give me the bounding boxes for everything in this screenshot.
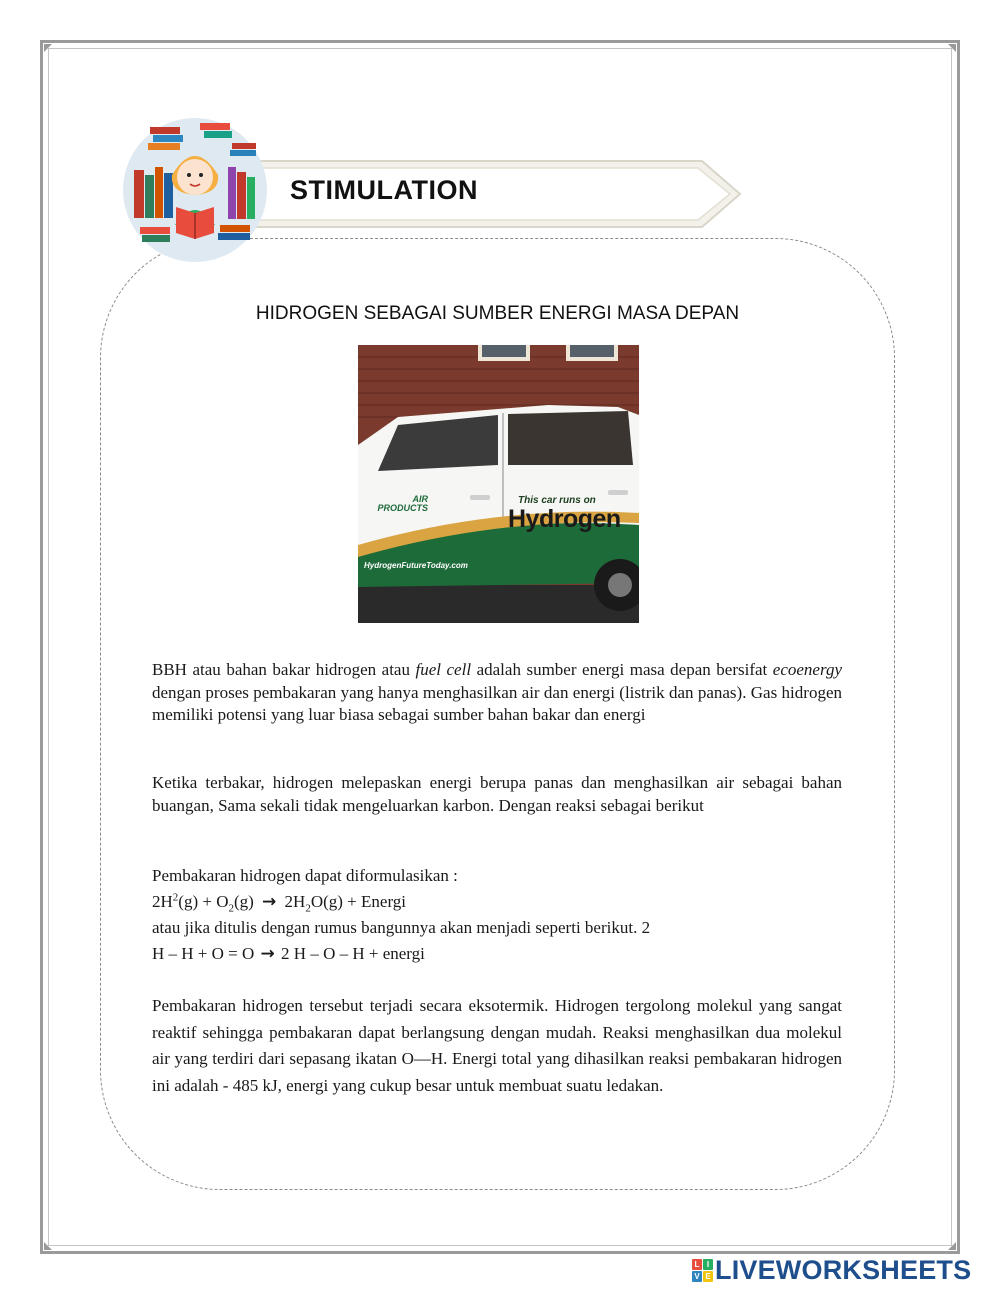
eq2-part: H – H + O = O (152, 944, 255, 963)
eq1-part: (g) + O (178, 892, 229, 911)
liveworksheets-logo-text: LIVEWORKSHEETS (715, 1254, 972, 1285)
car-website-text: HydrogenFutureToday.com (364, 561, 468, 570)
car-slogan-big: Hydrogen (508, 505, 621, 533)
corner-ornament (44, 44, 52, 52)
equation-structural (152, 941, 842, 967)
logo-letter: E (703, 1271, 713, 1282)
logo-letter: I (703, 1259, 713, 1270)
reaction-arrow-icon: → (260, 944, 275, 964)
liveworksheets-logo[interactable] (692, 1255, 971, 1285)
p1-text: BBH atau bahan bakar hidrogen atau (152, 660, 416, 679)
eq1-part: 2H (284, 892, 306, 911)
structural-formula-intro: atau jika ditulis dengan rumus bangunnya akan menjadi seperti berikut. 2 (152, 918, 651, 937)
paragraph-exothermic: Pembakaran hidrogen tersebut terjadi secara eksotermik. Hidrogen tergolong molekul yang sangat reaktif sehingga pembakaran dapat berlangsung dengan mudah. Reaksi menghasilkan dua molekul air yang terdiri dari sepasang ikatan O—H. Energi total yang dihasilkan reaksi pembakaran hidrogen ini adalah - 485 kJ, energi yang cukup besar untuk membuat suatu ledakan. (152, 996, 842, 1095)
article-headline: HIDROGEN SEBAGAI SUMBER ENERGI MASA DEPAN (255, 303, 740, 324)
eq1-sub: 2 (305, 902, 311, 915)
eq1-part: O(g) + Energi (310, 892, 407, 911)
banner-title: STIMULATION (290, 175, 478, 205)
liveworksheets-logo-icon (692, 1259, 712, 1281)
p1-text: adalah sumber energi masa depan bersifat (471, 660, 773, 679)
hydrogen-car-photo (358, 345, 639, 623)
car-brand-line1: AIR (412, 494, 428, 504)
eq1-part: 2H (152, 892, 173, 911)
equation-molecular (152, 889, 842, 915)
reading-girl-illustration (120, 115, 270, 265)
reaction-arrow-icon: → (262, 892, 277, 912)
p1-term-ecoenergy: ecoenergy (772, 660, 843, 679)
car-brand-text (372, 495, 428, 513)
eq1-sup: 2 (172, 891, 179, 904)
logo-letter: V (692, 1271, 702, 1282)
eq1-sub: 2 (228, 902, 234, 915)
p1-term-fuel-cell: fuel cell (415, 660, 472, 679)
car-brand-line2: PRODUCTS (377, 503, 428, 513)
paragraph-intro (152, 659, 842, 727)
formula-intro: Pembakaran hidrogen dapat diformulasikan : (152, 866, 458, 885)
corner-ornament (948, 44, 956, 52)
section-banner (240, 157, 745, 231)
corner-ornament (44, 1242, 52, 1250)
corner-ornament (948, 1242, 956, 1250)
eq2-part: 2 H – O – H + energi (281, 944, 425, 963)
eq1-part: (g) (233, 892, 254, 911)
paragraph-formula (152, 863, 842, 967)
p1-text: dengan proses pembakaran yang hanya menghasilkan air dan energi (listrik dan panas). Gas hidrogen memiliki potensi yang luar biasa sebagai sumber bahan bakar dan energi (152, 682, 842, 724)
paragraph-combustion: Ketika terbakar, hidrogen melepaskan energi berupa panas dan menghasilkan air sebagai bahan buangan, Sama sekali tidak mengeluarkan karbon. Dengan reaksi sebagai berikut (152, 773, 842, 815)
logo-letter: L (692, 1259, 702, 1270)
car-slogan-small: This car runs on (518, 495, 596, 506)
